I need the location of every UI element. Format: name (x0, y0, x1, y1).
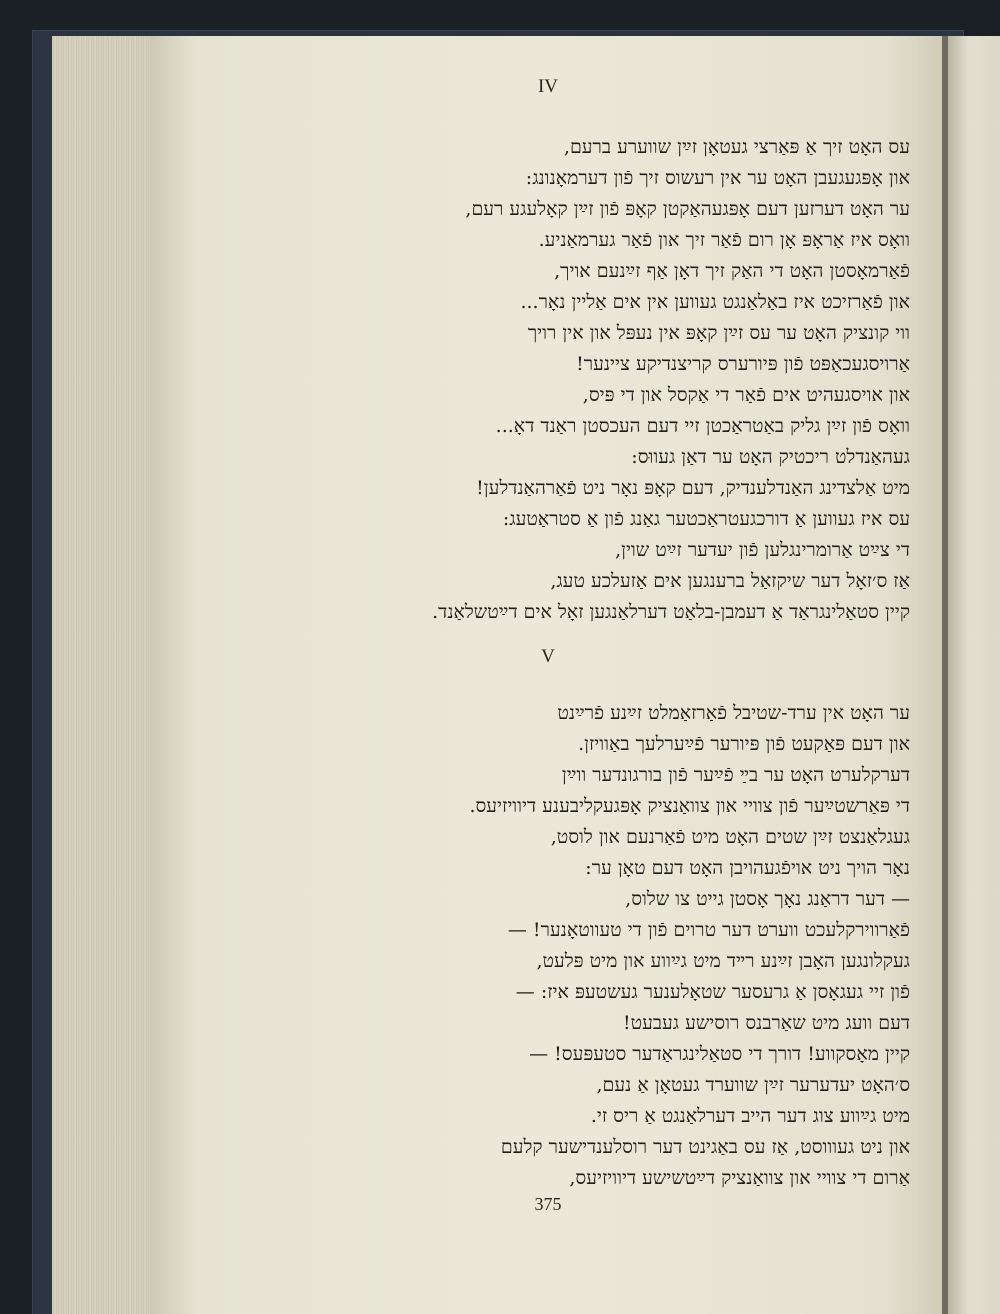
poem-line: עס איז געווען אַ דורכגעטראַכטער גאַנג פֿון אַ סטראַטעג: (502, 508, 910, 530)
poem-line: און פֿאַרזיכט איז באַלאַנגט געווען אין אים אַליין נאָר... (520, 291, 910, 313)
poem-line: און דעם פּאַקעט פֿון פּיורער פֿײַערלעך באַוויזן. (578, 733, 910, 755)
section-v-numeral: V (541, 646, 555, 667)
poem-line: אַז ס׳זאָל דער שיקזאַל ברענגען אים אַזעלכע טעג, (550, 570, 910, 592)
poem-line: מיט אַלצדינג האַנדלענדיק, דעם קאָפּ נאָר ניט פֿאַרהאַנדלען! (476, 477, 910, 499)
poem-line: די צײַט אַרומרינגלען פֿון יעדער זײַט שוין, (615, 539, 910, 561)
poem-line: דעם וועג מיט שאַרבנס רוסישע געבעט! (623, 1012, 910, 1034)
poem-line: פֿאַרווירקלעכט ווערט דער טרוים פֿון די טעווטאָנער! — (507, 919, 910, 941)
page-number: 375 (534, 1194, 562, 1214)
poem-line: פֿון זיי געגאָסן אַ גרעסער שטאָלענער געשטעפּ איז: — (515, 981, 910, 1003)
poem-line: קיין סטאַלינגראַד אַ דעמבן-בלאַט דערלאַנגען זאָל אים דײַטשלאַנד. (432, 601, 910, 623)
poem-line: אַרום די צוויי און צוואַנציק דײַטשישע דיוויזיעס, (569, 1167, 910, 1189)
poem-line: עס האָט זיך אַ פּאַרצי געטאָן זײַן שווערע ברעם, (563, 136, 910, 158)
poem-line: מיט גײַווע צוג דער הייב דערלאַנגט אַ ריס זי. (590, 1105, 910, 1127)
poem-line: ס׳האָט יעדערער זײַן שווערד געטאָן אַ נעם, (596, 1074, 910, 1096)
poem-line: און אויסגעהיט אים פֿאַר די אַקסל און די פּיס, (582, 384, 910, 406)
poem-line: פֿאַרמאָסטן האָט די האַק זיך דאָן אַף זײַנעם אויך, (554, 260, 910, 282)
poem-line: אַרויסגעכאַפּט פֿון פּיורערס קריצנדיקע ציינער! (576, 353, 910, 375)
poem-line: געגלאַנצט זײַן שטים האָט מיט פֿאַרנעם און לוסט, (550, 826, 910, 848)
poem-line: — דער דראַנג נאָך אָסטן גייט צו שלוס, (625, 888, 910, 910)
poem-line: דערקלערט האָט ער בײַ פֿײַער פֿון בורגונדער ווײַן (561, 764, 910, 786)
section-iv-numeral: IV (537, 76, 559, 97)
poem-line: און ניט געוווסט, אַז עס באַגינט דער רוסלענדישער קלעם (500, 1136, 910, 1158)
poem-line: ער האָט אין ערד-שטיבל פֿאַרזאַמלט זײַנע פֿרײַנט (557, 702, 910, 724)
poem-line: וואָס איז אַראָפּ אָן רום פֿאַר זיך און פֿאַר גערמאַניע. (538, 229, 910, 251)
poem-line: וואָס פֿון זײַן גליק באַטראַכטן זיי דעם העכסטן ראַנד דאָ... (495, 415, 910, 437)
page-stack-edge (52, 36, 152, 1314)
poem-line: און אָפּגעגעבן האָט ער אין רעשוס זיך פֿון דערמאָנונג: (525, 167, 910, 189)
poem-line: קיין מאָסקווע! דורך די סטאַלינגראַדער סטעפּעס! — (529, 1043, 910, 1065)
section-v-text (230, 698, 910, 1194)
next-page-edge (948, 36, 1000, 1314)
poem-line: די פּאַרשטײַער פֿון צוויי און צוואַנציק אָפּגעקליבענע דיוויזיעס. (469, 795, 910, 817)
poem-line: ער האָט דערזען דעם אָפּגעהאַקטן קאָפּ פֿון זײַן קאָלעגע רעם, (465, 198, 910, 220)
poem-line: געהאַנדלט ריכטיק האָט ער דאַן געווּס: (631, 446, 910, 468)
poem-line: געקלונגען האָבן זײַנע רײד מיט גײַווע און מיט פּלעט, (536, 950, 910, 972)
section-iv-text (230, 132, 910, 628)
poem-line: נאָר הויך ניט אויפֿגעהויבן האָט דעם טאָן ער: (585, 857, 910, 879)
poem-line: ווי קונציק האָט ער עס זײַן קאָפּ אין נעפּל און אין רויך (527, 322, 910, 344)
